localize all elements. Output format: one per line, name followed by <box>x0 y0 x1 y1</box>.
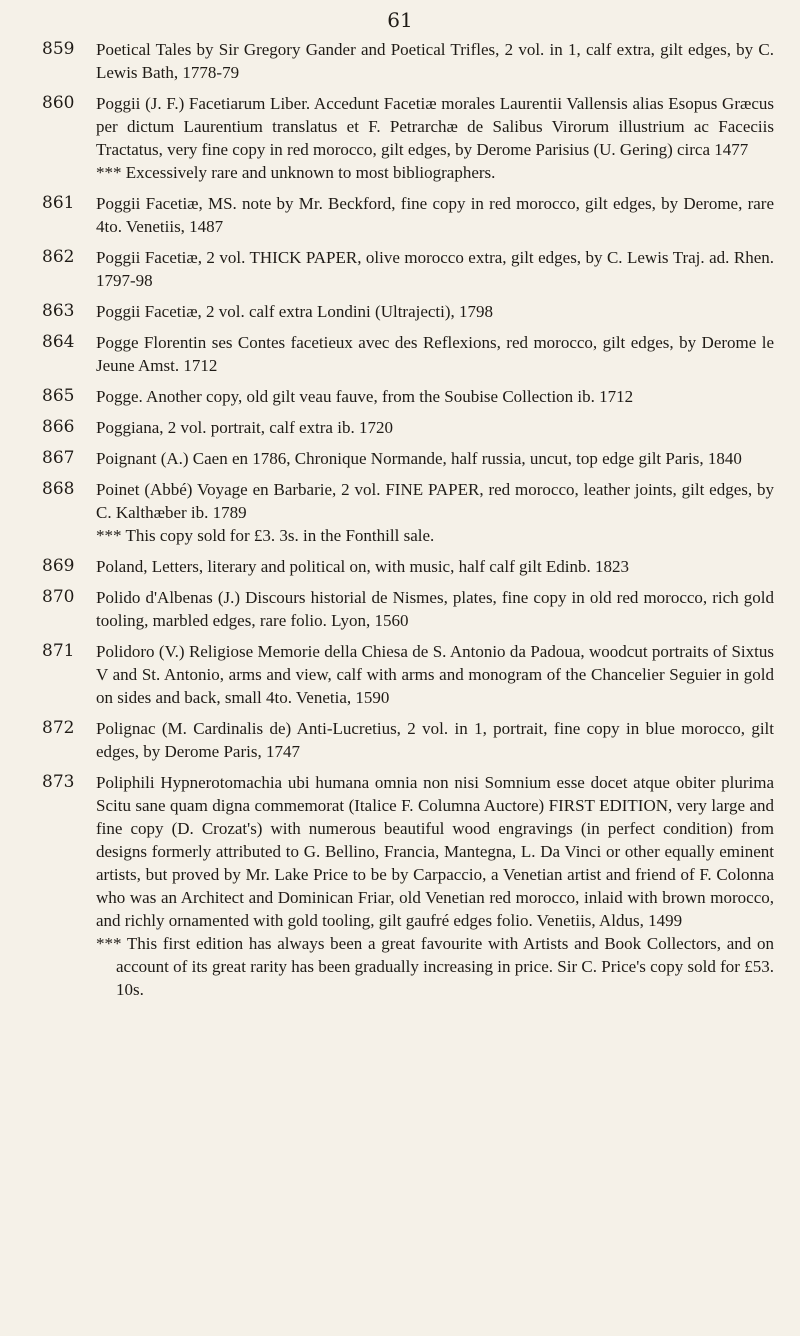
entry-text: Poliphili Hypnerotomachia ubi humana omnia non nisi Somnium esse docet atque obiter plurima Scitu sane quam digna commemorat (Italice F. Columna Auctore) FIRST EDITION, very large and fine copy (D. Crozat's) with numerous beautiful wood engravings (in perfect condition) from designs formerly attributed to G. Bellino, Francia, Mantegna, L. Da Vinci or other equally eminent artists, but proved by Mr. Lake Price to be by Carpaccio, a Venetian artist and friend of F. Colonna who was an Architect and Dominican Friar, old Venetian red morocco, inlaid with brown morocco, and richly ornamented with gold tooling, gilt gaufré edges folio. Venetiis, Aldus, 1499 <box>96 773 774 930</box>
entry-text: Pogge. Another copy, old gilt veau fauve, from the Soubise Collection ib. 1712 <box>96 387 634 406</box>
entry-text: Poggiana, 2 vol. portrait, calf extra ib. 1720 <box>96 418 393 437</box>
lot-number: 867 <box>42 448 75 468</box>
catalogue-entry <box>42 331 774 377</box>
entry-text: Poggii Facetiæ, MS. note by Mr. Beckford, fine copy in red morocco, gilt edges, by Derome, rare 4to. Venetiis, 1487 <box>96 194 774 236</box>
lot-number: 870 <box>42 587 75 607</box>
lot-number: 868 <box>42 479 75 499</box>
entry-body <box>92 447 774 470</box>
entry-text: Poggii Facetiæ, 2 vol. calf extra Londini (Ultrajecti), 1798 <box>96 302 494 321</box>
entry-body <box>92 331 774 377</box>
entry-text: Poinet (Abbé) Voyage en Barbarie, 2 vol. FINE PAPER, red morocco, leather joints, gilt edges, by C. Kalthæber ib. 1789 <box>96 480 774 522</box>
entry-body <box>92 640 774 709</box>
lot-number: 860 <box>42 93 75 113</box>
catalogue-entry <box>42 640 774 709</box>
catalogue-entry <box>42 555 774 578</box>
catalogue-entry <box>42 717 774 763</box>
entry-body <box>92 478 774 547</box>
entry-text: Poetical Tales by Sir Gregory Gander and Poetical Trifles, 2 vol. in 1, calf extra, gilt edges, by C. Lewis Bath, 1778-79 <box>96 40 774 82</box>
lot-number: 866 <box>42 417 75 437</box>
entry-body <box>92 555 774 578</box>
entry-body <box>92 246 774 292</box>
lot-number: 865 <box>42 386 75 406</box>
entry-text: Poland, Letters, literary and political on, with music, half calf gilt Edinb. 1823 <box>96 557 630 576</box>
entry-text: Polignac (M. Cardinalis de) Anti-Lucretius, 2 vol. in 1, portrait, fine copy in blue morocco, gilt edges, by Derome Paris, 1747 <box>96 719 774 761</box>
entry-body <box>92 192 774 238</box>
catalogue-entry <box>42 385 774 408</box>
lot-number: 863 <box>42 301 75 321</box>
catalogue-entry <box>42 771 774 1001</box>
lot-number: 862 <box>42 247 75 267</box>
catalogue-entry <box>42 300 774 323</box>
catalogue-entry <box>42 192 774 238</box>
catalogue-entry <box>42 416 774 439</box>
entry-note: *** Excessively rare and unknown to most bibliographers. <box>96 163 496 182</box>
entry-text: Poggii (J. F.) Facetiarum Liber. Accedunt Facetiæ morales Laurentii Vallensis alias Esopus Græcus per dictum Laurentium translatus et F. Petrarchæ de Salibus Virorum illustrium ac Faceciis Tractatus, very fine copy in red morocco, gilt edges, by Derome Parisius (U. Gering) circa 1477 <box>96 94 774 159</box>
entry-text: Polidoro (V.) Religiose Memorie della Chiesa de S. Antonio da Padoua, woodcut portraits of Sixtus V and St. Antonio, arms and view, calf with arms and monogram of the Chancelier Seguier in gold on sides and back, small 4to. Venetia, 1590 <box>96 642 774 707</box>
entry-body <box>92 771 774 1001</box>
catalogue-entry <box>42 447 774 470</box>
entry-text: Polido d'Albenas (J.) Discours historial de Nismes, plates, fine copy in old red morocco, rich gold tooling, marbled edges, rare folio. Lyon, 1560 <box>96 588 774 630</box>
lot-number: 872 <box>42 718 75 738</box>
entry-body <box>92 385 774 408</box>
lot-number: 873 <box>42 772 75 792</box>
entry-body <box>92 300 774 323</box>
entry-note: *** This first edition has always been a great favourite with Artists and Book Collectors, and on account of its great rarity has been gradually increasing in price. Sir C. Price's copy sold for £53. 10s. <box>96 934 774 999</box>
lot-number: 859 <box>42 39 75 59</box>
lot-number: 861 <box>42 193 75 213</box>
catalogue-entry <box>42 38 774 84</box>
entry-text: Poignant (A.) Caen en 1786, Chronique Normande, half russia, uncut, top edge gilt Paris, 1840 <box>96 449 742 468</box>
catalogue-entry <box>42 92 774 184</box>
lot-number: 869 <box>42 556 75 576</box>
catalogue-entry <box>42 478 774 547</box>
entry-list <box>42 38 774 1009</box>
entry-body <box>92 717 774 763</box>
entry-text: Poggii Facetiæ, 2 vol. THICK PAPER, olive morocco extra, gilt edges, by C. Lewis Traj. ad. Rhen. 1797-98 <box>96 248 774 290</box>
entry-body <box>92 416 774 439</box>
catalogue-entry <box>42 586 774 632</box>
entry-body <box>92 38 774 84</box>
entry-body <box>92 586 774 632</box>
entry-text: Pogge Florentin ses Contes facetieux avec des Reflexions, red morocco, gilt edges, by Derome le Jeune Amst. 1712 <box>96 333 774 375</box>
entry-note: *** This copy sold for £3. 3s. in the Fonthill sale. <box>96 526 435 545</box>
lot-number: 871 <box>42 641 75 661</box>
entry-body <box>92 92 774 184</box>
lot-number: 864 <box>42 332 75 352</box>
catalogue-entry <box>42 246 774 292</box>
page-number: 61 <box>387 8 413 32</box>
